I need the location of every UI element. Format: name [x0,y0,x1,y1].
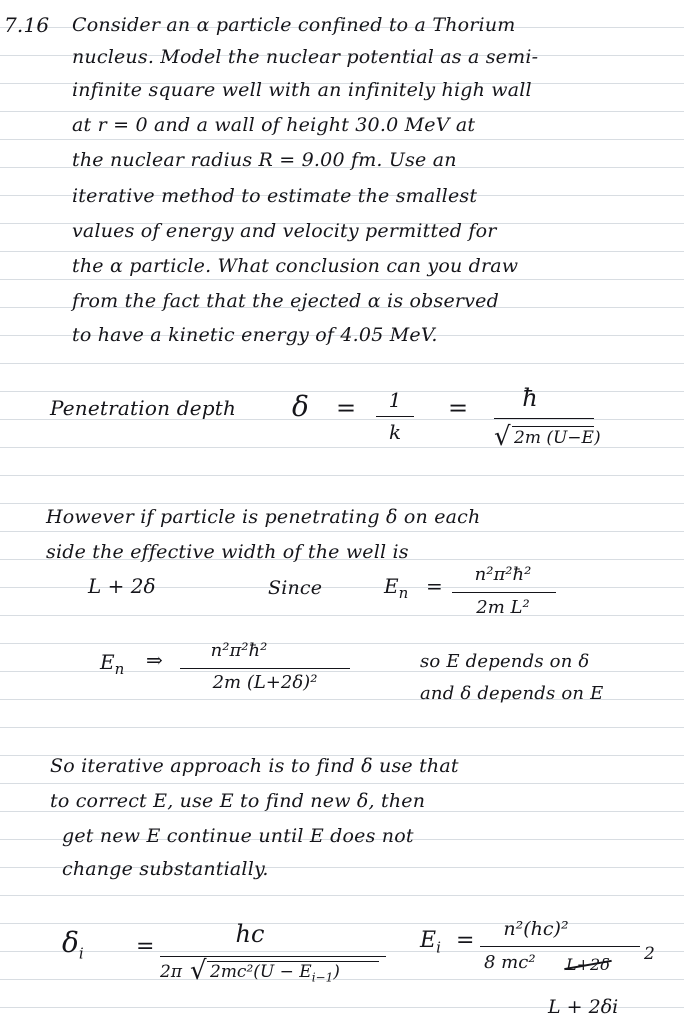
delta-i-den-close: ) [333,962,340,982]
ei-crossed-out: L+2δ [566,955,610,974]
en2-lhs [100,650,124,678]
en-denominator: 2m L² [476,597,530,618]
problem-line-5: the nuclear radius R = 9.00 fm. Use an [72,149,457,171]
effective-line-1: However if particle is penetrating δ on each [46,506,481,528]
en2-lhs-sub: n [114,660,125,678]
iterative-line-2: to correct E, use E to find new δ, then [50,790,426,812]
iterative-line-4: change substantially. [62,858,269,880]
width-expression: L + 2δ [88,574,156,598]
ei-equals: = [456,928,475,953]
delta-i-sqrt-sign: √ [190,956,207,986]
penetration-label: Penetration depth [50,396,237,420]
problem-line-9: from the fact that the ejected α is observed [72,290,499,312]
effective-line-2: side the effective width of the well is [46,541,409,563]
problem-line-3: infinite square well with an infinitely high wall [72,79,532,101]
ei-den-prefix: 8 mc² [484,952,536,973]
en-equals: = [426,574,443,598]
delta-i-den [210,962,340,984]
equals-1: = [336,394,357,422]
en-lhs-sub: n [398,584,409,602]
problem-line-8: the α particle. What conclusion can you draw [72,255,519,277]
en-lhs [384,574,408,602]
problem-number: 7.16 [4,13,50,37]
ei-sub: i [436,938,441,957]
iterative-line-1: So iterative approach is to find δ use that [50,755,459,777]
ei-correction: L + 2δi [548,996,619,1018]
en2-lhs-letter: E [100,650,115,674]
delta-i-den-sub: i−1 [311,970,334,985]
problem-line-2: nucleus. Model the nuclear potential as a semi- [72,46,539,68]
one-over-k-numerator: 1 [388,388,402,412]
problem-line-4: at r = 0 and a wall of height 30.0 MeV at [72,114,476,136]
delta-symbol: δ [292,390,309,423]
en2-denominator: 2m (L+2δ)² [212,672,318,693]
depends-note-2: and δ depends on E [420,683,604,704]
en2-numerator: n²π²ħ² [210,640,268,661]
sqrt-content: 2m (U−E) [514,428,601,448]
one-over-k-denominator: k [388,420,402,444]
delta-i-den-main: 2mc²(U − E [210,962,312,982]
depends-note-1: so E depends on δ [420,651,590,672]
hbar-numerator: ħ [522,384,538,412]
delta-i-den-prefix: 2π [160,962,182,982]
problem-line-1: Consider an α particle confined to a Thorium [72,14,516,36]
fraction-bar-1 [376,416,414,417]
equals-2: = [448,394,469,422]
delta-i-numerator: hc [235,920,265,948]
ei-numerator: n²(hc)² [503,918,569,940]
delta-i-letter: δ [62,926,79,959]
arrow-symbol: ⇒ [146,648,163,672]
en2-fraction-bar [180,668,350,669]
problem-line-7: values of energy and velocity permitted for [72,220,497,242]
sqrt-sign: √ [494,422,511,452]
iterative-line-3: get new E continue until E does not [62,825,414,847]
en-numerator: n²π²ħ² [474,564,532,585]
since-label: Since [268,577,323,599]
en-fraction-bar [452,592,556,593]
delta-i-sub: i [78,944,84,963]
sqrt-overline [512,426,594,427]
delta-i-lhs [62,926,84,963]
fraction-bar-2 [494,418,594,419]
ei-lhs [420,928,441,956]
delta-i-equals: = [136,934,155,959]
ei-fraction-bar [480,946,640,947]
problem-line-6: iterative method to estimate the smallest [72,185,478,207]
problem-line-10: to have a kinetic energy of 4.05 MeV. [72,324,438,346]
ei-superscript: 2 [644,944,655,964]
ei-letter: E [420,928,437,953]
en-lhs-letter: E [384,574,399,598]
